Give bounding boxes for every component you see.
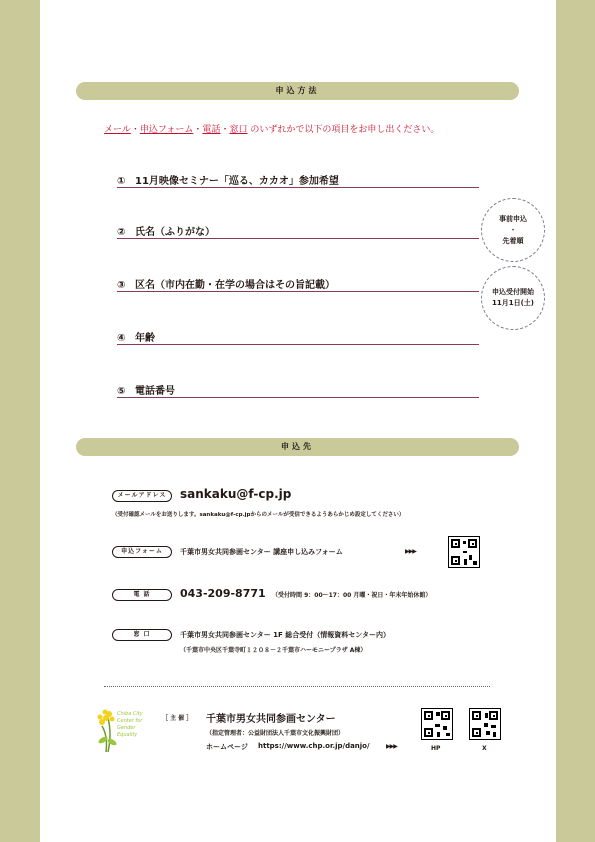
form-link[interactable]: 千葉市男女共同参画センター 講座申し込みフォーム bbox=[180, 548, 343, 556]
item-text: 11月映像セミナー「巡る、カカオ」参加希望 bbox=[135, 176, 339, 187]
mail-note: （受付確認メールをお送りします。sankaku@f-cp.jpからのメールが受信できるようあらかじめ設定してください） bbox=[112, 512, 405, 518]
badge-line: 事前申込 bbox=[499, 214, 527, 223]
logo-line: Gender bbox=[117, 725, 136, 731]
separator: ・ bbox=[220, 125, 230, 135]
tag-window: 窓 口 bbox=[112, 629, 172, 641]
qr-hp-icon[interactable] bbox=[421, 708, 453, 740]
badge-line: 申込受付開始 bbox=[492, 288, 534, 296]
intro-rest: のいずれかで以下の項目をお申し出ください。 bbox=[250, 125, 440, 135]
item-number: ③ bbox=[117, 280, 126, 291]
qr-form-icon[interactable] bbox=[448, 536, 480, 568]
item-text: 区名（市内在勤・在学の場合はその旨記載） bbox=[135, 280, 335, 291]
item-number: ⑤ bbox=[117, 386, 126, 397]
hp-url[interactable]: https://www.chp.or.jp/danjo/ bbox=[258, 742, 370, 750]
logo-text bbox=[117, 711, 143, 739]
item-3 bbox=[117, 276, 479, 292]
badge-start-date bbox=[481, 266, 545, 330]
item-text: 電話番号 bbox=[135, 386, 175, 397]
host-manager: （指定管理者：公益財団法人千葉市文化振興財団） bbox=[206, 730, 345, 737]
logo-line: Equality bbox=[117, 732, 138, 738]
qr-hp-label: HP bbox=[431, 745, 441, 752]
section-title: 申込先 bbox=[281, 442, 314, 451]
window-address: （千葉市中央区千葉寺町１２０８－２千葉市ハーモニープラザ A棟） bbox=[180, 647, 367, 654]
item-5 bbox=[117, 382, 479, 398]
item-number: ④ bbox=[117, 333, 126, 344]
method-mail: メール bbox=[104, 125, 131, 135]
window-location: 千葉市男女共同参画センター 1F 総合受付（情報資料センター内） bbox=[180, 631, 390, 639]
tag-mail: メールアドレス bbox=[112, 490, 172, 502]
badge-line: ・ bbox=[509, 225, 517, 234]
mail-address[interactable]: sankaku@f-cp.jp bbox=[180, 487, 292, 501]
qr-x-label: X bbox=[482, 745, 487, 752]
section-header-method bbox=[76, 82, 519, 100]
badge-line: 先着順 bbox=[502, 236, 524, 245]
tag-tel: 電 話 bbox=[112, 589, 172, 601]
host-org: 千葉市男女共同参画センター bbox=[206, 714, 336, 725]
logo-line: Chiba City bbox=[117, 711, 143, 717]
form-arrow-icon: ▶▶▶ bbox=[405, 548, 416, 555]
tel-note: （受付時間 9：00～17：00 月曜・祝日・年末年始休館） bbox=[272, 592, 432, 599]
item-text: 氏名（ふりがな） bbox=[135, 227, 215, 238]
section-header-destination bbox=[76, 438, 519, 456]
item-1 bbox=[117, 172, 479, 188]
badge-advance-booking bbox=[481, 198, 545, 262]
method-tel: 電話 bbox=[202, 125, 221, 135]
item-text: 年齢 bbox=[135, 333, 155, 344]
section-title: 申込方法 bbox=[275, 86, 320, 95]
host-label: ［ 主 催 ］ bbox=[162, 715, 193, 722]
logo-line: Center for bbox=[117, 718, 143, 724]
hp-arrow-icon: ▶▶▶ bbox=[386, 743, 397, 750]
qr-x-icon[interactable] bbox=[469, 708, 501, 740]
method-form: 申込フォーム bbox=[139, 125, 194, 135]
separator: ・ bbox=[130, 125, 140, 135]
item-4 bbox=[117, 329, 479, 345]
badge-line: 11月1日(土) bbox=[491, 299, 534, 307]
method-window: 窓口 bbox=[229, 125, 248, 135]
item-2 bbox=[117, 223, 479, 239]
separator: ・ bbox=[193, 125, 203, 135]
hp-label: ホームページ bbox=[206, 743, 248, 751]
item-number: ② bbox=[117, 227, 126, 238]
intro-text bbox=[104, 122, 439, 135]
item-number: ① bbox=[117, 176, 126, 187]
tel-number[interactable]: 043-209-8771 bbox=[180, 587, 266, 600]
tag-form: 申込フォーム bbox=[112, 546, 172, 558]
divider bbox=[104, 686, 490, 687]
